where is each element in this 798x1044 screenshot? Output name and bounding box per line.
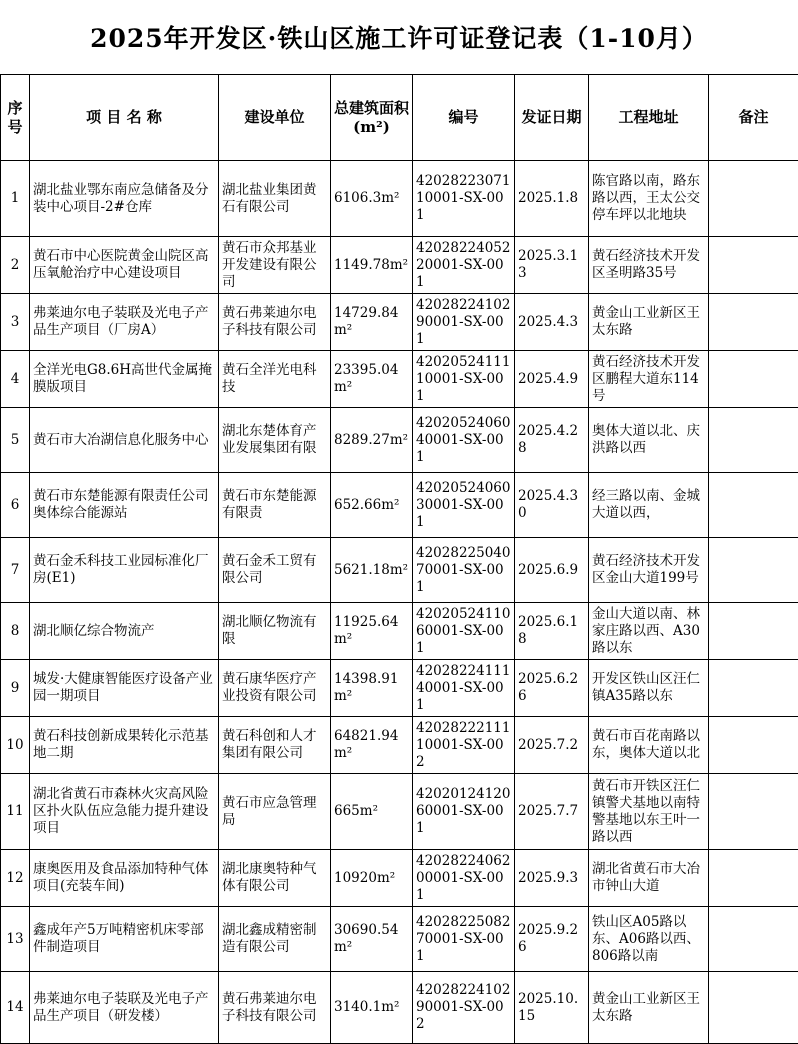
- cell-remark: [709, 907, 798, 972]
- cell-permit-number: 4202822307110001-SX-001: [413, 161, 515, 237]
- permit-table: [0, 74, 798, 1044]
- header-date: 发证日期: [515, 75, 589, 161]
- cell-permit-number: 4202822411140001-SX-001: [413, 660, 515, 717]
- cell-construction-unit: 湖北盐业集团黄石有限公司: [219, 161, 331, 237]
- cell-project-name: 黄石市中心医院黄金山院区高压氧舱治疗中心建设项目: [30, 237, 219, 294]
- cell-issue-date: 2025.4.28: [515, 408, 589, 473]
- cell-issue-date: 2025.3.13: [515, 237, 589, 294]
- cell-no: 1: [1, 161, 30, 237]
- table-row: [1, 603, 798, 660]
- cell-no: 6: [1, 473, 30, 538]
- cell-construction-unit: 黄石康华医疗产业投资有限公司: [219, 660, 331, 717]
- cell-project-address: 黄石经济技术开发区鹏程大道东114号: [589, 351, 709, 408]
- cell-remark: [709, 294, 798, 351]
- cell-building-area: 23395.04m²: [331, 351, 413, 408]
- cell-construction-unit: 湖北康奥特种气体有限公司: [219, 850, 331, 907]
- cell-no: 4: [1, 351, 30, 408]
- cell-project-address: 黄石经济技术开发区金山大道199号: [589, 538, 709, 603]
- cell-permit-number: 4202822405220001-SX-001: [413, 237, 515, 294]
- cell-issue-date: 2025.9.3: [515, 850, 589, 907]
- cell-construction-unit: 黄石弗莱迪尔电子科技有限公司: [219, 972, 331, 1044]
- table-row: [1, 538, 798, 603]
- cell-building-area: 30690.54m²: [331, 907, 413, 972]
- cell-building-area: 64821.94m²: [331, 717, 413, 774]
- cell-permit-number: 4202822406200001-SX-001: [413, 850, 515, 907]
- cell-permit-number: 4202822410290001-SX-002: [413, 972, 515, 1044]
- table-row: [1, 907, 798, 972]
- cell-permit-number: 4202822504070001-SX-001: [413, 538, 515, 603]
- cell-project-name: 黄石市东楚能源有限责任公司奥体综合能源站: [30, 473, 219, 538]
- header-remark: 备注: [709, 75, 798, 161]
- cell-project-name: 湖北顺亿综合物流产: [30, 603, 219, 660]
- cell-project-name: 湖北盐业鄂东南应急储备及分装中心项目-2#仓库: [30, 161, 219, 237]
- cell-issue-date: 2025.6.9: [515, 538, 589, 603]
- cell-building-area: 3140.1m²: [331, 972, 413, 1044]
- cell-remark: [709, 972, 798, 1044]
- cell-project-name: 全洋光电G8.6H高世代金属掩膜版项目: [30, 351, 219, 408]
- table-row: [1, 972, 798, 1044]
- cell-project-address: 黄石经济技术开发区圣明路35号: [589, 237, 709, 294]
- cell-project-address: 黄石市百花南路以东，奥体大道以北: [589, 717, 709, 774]
- table-row: [1, 351, 798, 408]
- cell-no: 13: [1, 907, 30, 972]
- table-row: [1, 408, 798, 473]
- cell-building-area: 652.66m²: [331, 473, 413, 538]
- cell-permit-number: 4202052411060001-SX-001: [413, 603, 515, 660]
- cell-issue-date: 2025.4.3: [515, 294, 589, 351]
- cell-building-area: 14729.84m²: [331, 294, 413, 351]
- cell-remark: [709, 603, 798, 660]
- cell-remark: [709, 850, 798, 907]
- cell-construction-unit: 黄石市众邦基业开发建设有限公司: [219, 237, 331, 294]
- cell-construction-unit: 湖北鑫成精密制造有限公司: [219, 907, 331, 972]
- table-row: [1, 237, 798, 294]
- cell-issue-date: 2025.4.30: [515, 473, 589, 538]
- cell-building-area: 1149.78m²: [331, 237, 413, 294]
- cell-project-address: 铁山区A05路以东、A06路以西、806路以南: [589, 907, 709, 972]
- cell-permit-number: 4202822211110001-SX-002: [413, 717, 515, 774]
- cell-project-name: 弗莱迪尔电子装联及光电子产品生产项目（研发楼）: [30, 972, 219, 1044]
- cell-issue-date: 2025.7.7: [515, 774, 589, 850]
- table-row: [1, 850, 798, 907]
- cell-construction-unit: 黄石市应急管理局: [219, 774, 331, 850]
- cell-issue-date: 2025.7.2: [515, 717, 589, 774]
- cell-remark: [709, 538, 798, 603]
- header-area: 总建筑面积(m²): [331, 75, 413, 161]
- cell-permit-number: 4202052411110001-SX-001: [413, 351, 515, 408]
- cell-no: 3: [1, 294, 30, 351]
- header-row: [1, 75, 798, 161]
- header-code: 编号: [413, 75, 515, 161]
- cell-construction-unit: 黄石金禾工贸有限公司: [219, 538, 331, 603]
- cell-project-address: 黄金山工业新区王太东路: [589, 294, 709, 351]
- cell-construction-unit: 黄石科创和人才集团有限公司: [219, 717, 331, 774]
- cell-issue-date: 2025.10.15: [515, 972, 589, 1044]
- cell-no: 14: [1, 972, 30, 1044]
- table-row: [1, 294, 798, 351]
- cell-no: 7: [1, 538, 30, 603]
- cell-project-name: 鑫成年产5万吨精密机床零部件制造项目: [30, 907, 219, 972]
- cell-permit-number: 4202012412060001-SX-001: [413, 774, 515, 850]
- cell-project-name: 黄石金禾科技工业园标准化厂房(E1): [30, 538, 219, 603]
- cell-issue-date: 2025.6.26: [515, 660, 589, 717]
- cell-no: 2: [1, 237, 30, 294]
- cell-issue-date: 2025.1.8: [515, 161, 589, 237]
- cell-project-address: 湖北省黄石市大冶市钟山大道: [589, 850, 709, 907]
- cell-remark: [709, 774, 798, 850]
- cell-permit-number: 4202052406040001-SX-001: [413, 408, 515, 473]
- cell-project-address: 黄石市开铁区汪仁镇警犬基地以南特警基地以东王叶一路以西: [589, 774, 709, 850]
- cell-project-name: 湖北省黄石市森林火灾高风险区扑火队伍应急能力提升建设项目: [30, 774, 219, 850]
- cell-construction-unit: 黄石弗莱迪尔电子科技有限公司: [219, 294, 331, 351]
- cell-no: 8: [1, 603, 30, 660]
- cell-no: 9: [1, 660, 30, 717]
- cell-project-name: 城发·大健康智能医疗设备产业园一期项目: [30, 660, 219, 717]
- cell-remark: [709, 717, 798, 774]
- cell-construction-unit: 湖北顺亿物流有限: [219, 603, 331, 660]
- cell-permit-number: 4202052406030001-SX-001: [413, 473, 515, 538]
- table-row: [1, 660, 798, 717]
- cell-remark: [709, 237, 798, 294]
- table-row: [1, 717, 798, 774]
- table-row: [1, 161, 798, 237]
- cell-remark: [709, 351, 798, 408]
- cell-building-area: 10920m²: [331, 850, 413, 907]
- cell-issue-date: 2025.6.18: [515, 603, 589, 660]
- cell-project-address: 开发区铁山区汪仁镇A35路以东: [589, 660, 709, 717]
- header-address: 工程地址: [589, 75, 709, 161]
- cell-remark: [709, 473, 798, 538]
- cell-remark: [709, 660, 798, 717]
- cell-no: 10: [1, 717, 30, 774]
- cell-no: 12: [1, 850, 30, 907]
- header-unit: 建设单位: [219, 75, 331, 161]
- cell-no: 11: [1, 774, 30, 850]
- cell-construction-unit: 黄石市东楚能源有限责: [219, 473, 331, 538]
- cell-project-address: 陈官路以南，路东路以西，王太公交停车坪以北地块: [589, 161, 709, 237]
- table-row: [1, 774, 798, 850]
- cell-issue-date: 2025.4.9: [515, 351, 589, 408]
- cell-project-address: 黄金山工业新区王太东路: [589, 972, 709, 1044]
- header-no: 序号: [1, 75, 30, 161]
- cell-remark: [709, 408, 798, 473]
- cell-building-area: 5621.18m²: [331, 538, 413, 603]
- page-title: 2025年开发区·铁山区施工许可证登记表（1-10月）: [0, 0, 798, 74]
- cell-no: 5: [1, 408, 30, 473]
- cell-project-name: 弗莱迪尔电子装联及光电子产品生产项目（厂房A）: [30, 294, 219, 351]
- cell-construction-unit: 黄石全洋光电科技: [219, 351, 331, 408]
- cell-project-name: 康奥医用及食品添加特种气体项目(充装车间): [30, 850, 219, 907]
- cell-permit-number: 4202822410290001-SX-001: [413, 294, 515, 351]
- cell-project-address: 经三路以南、金城大道以西，: [589, 473, 709, 538]
- cell-building-area: 11925.64m²: [331, 603, 413, 660]
- table-row: [1, 473, 798, 538]
- cell-construction-unit: 湖北东楚体育产业发展集团有限: [219, 408, 331, 473]
- header-name: 项 目 名 称: [30, 75, 219, 161]
- cell-building-area: 6106.3m²: [331, 161, 413, 237]
- cell-building-area: 8289.27m²: [331, 408, 413, 473]
- cell-project-name: 黄石市大冶湖信息化服务中心: [30, 408, 219, 473]
- cell-building-area: 665m²: [331, 774, 413, 850]
- cell-issue-date: 2025.9.26: [515, 907, 589, 972]
- cell-project-address: 奥体大道以北、庆洪路以西: [589, 408, 709, 473]
- cell-remark: [709, 161, 798, 237]
- cell-project-address: 金山大道以南、林家庄路以西、A30路以东: [589, 603, 709, 660]
- cell-permit-number: 4202822508270001-SX-001: [413, 907, 515, 972]
- cell-project-name: 黄石科技创新成果转化示范基地二期: [30, 717, 219, 774]
- cell-building-area: 14398.91m²: [331, 660, 413, 717]
